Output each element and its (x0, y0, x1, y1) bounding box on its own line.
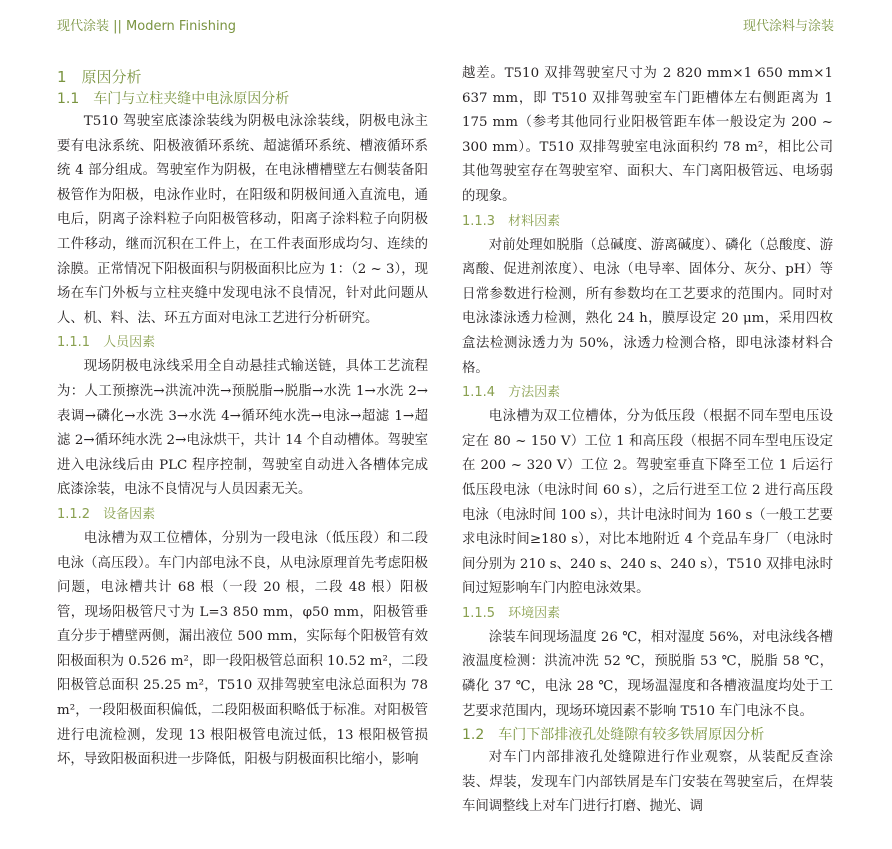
subsubsection-heading: 1.1.5 环境因素 (462, 605, 561, 621)
left-column (57, 62, 428, 773)
paragraph: 现场阴极电泳线采用全自动悬挂式输送链，具体工艺流程为：人工预擦洗→洪流冲洗→预脱脂→脱脂→水洗 1→水洗 2→表调→磷化→水洗 3→水洗 4→循环纯水洗→电泳→超滤 1→超滤 2→循环纯水洗 2→电泳烘干，共计 14 个自动槽体。驾驶室进入电泳线后由 PLC 程序控制，驾驶室自动进入各槽体完成底漆涂装，电泳不良情况与人员因素无关。 (57, 359, 428, 498)
right-column (462, 62, 833, 820)
subsubsection-heading: 1.1.2 设备因素 (57, 506, 156, 522)
paragraph: T510 驾驶室底漆涂装线为阴极电泳涂装线，阴极电泳主要有电泳系统、阳极液循环系统、超滤循环系统、槽液循环系统 4 部分组成。驾驶室作为阴极，在电泳槽槽壁左右侧装备阳极管作为阳极，电泳作业时，在阳级和阴极间通入直流电，通电后，阴离子涂料粒子向阳极管移动，阳离子涂料粒子向阴极工件移动，继而沉积在工件上，在工件表面形成均匀、连续的涂膜。正常情况下阳极面积与阴极面积比应为 1：（2 ~ 3），现场在车门外板与立柱夹缝中发现电泳不良情况，针对此问题从人、机、料、法、环五方面对电泳工艺进行分析研究。 (57, 114, 428, 326)
running-header-right: 现代涂料与涂装 (742, 19, 834, 34)
subsubsection-heading: 1.1.1 人员因素 (57, 335, 156, 351)
subsection-heading: 1.1 车门与立柱夹缝中电泳原因分析 (57, 91, 290, 107)
paragraph-continued: 越差。T510 双排驾驶室尺寸为 2 820 mm×1 650 mm×1 637 mm，即 T510 双排驾驶室车门距槽体左右侧距离为 1 175 mm（参考其他同行业阳极管距车体一般设定为 200 ~ 300 mm）。T510 双排驾驶室电泳面积约 78 m²，相比公司其他驾驶室存在驾驶室窄、面积大、车门离阳极管远、电场弱的现象。 (462, 66, 833, 204)
paragraph: 对前处理如脱脂（总碱度、游离碱度）、磷化（总酸度、游离酸、促进剂浓度）、电泳（电导率、固体分、灰分、pH）等日常参数进行检测，所有参数均在工艺要求的范围内。同时对电泳漆泳透力检测，熟化 24 h，膜厚设定 20 μm，采用四枚盒法检测泳透力为 50%，泳透力检测合格，即电泳漆材料合格。 (462, 237, 833, 376)
running-header-left: 现代涂装 || Modern Finishing (57, 19, 237, 34)
paragraph: 电泳槽为双工位槽体，分为低压段（根据不同车型电压设定在 80 ~ 150 V）工位 1 和高压段（根据不同车型电压设定在 200 ~ 320 V）工位 2。驾驶室垂直下降至工位 1 后运行低压段电泳（电泳时间 60 s），之后行进至工位 2 进行高压段电泳（电泳时间 100 s），共计电泳时间为 160 s（一般工艺要求电泳时间≥180 s），对比本地附近 4 个竞品车身厂（电泳时间分别为 210 s、240 s、240 s、240 s），T510 双排电泳时间过短影响车门内腔电泳效果。 (462, 409, 833, 597)
paragraph: 电泳槽为双工位槽体，分别为一段电泳（低压段）和二段电泳（高压段）。车门内部电泳不良，从电泳原理首先考虑阳极问题，电泳槽共计 68 根（一段 20 根，二段 48 根）阳极管，现场阳极管尺寸为 L=3 850 mm，φ50 mm，阳极管垂直分步于槽壁两侧，漏出液位 500 mm，实际每个阳极管有效阳极面积为 0.526 m²，即一段阳极管总面积 10.52 m²，二段阳极管总面积 25.25 m²，T510 双排驾驶室电泳总面积为 78 m²，一段阳极面积偏低，二段阳极面积略低于标准。对阳极管进行电流检测，发现 13 根阳极管电流过低，13 根阳极管损坏，导致阳极面积进一步降低，阳极与阴极面积比缩小，影响 (57, 530, 428, 768)
paragraph: 涂装车间现场温度 26 ℃，相对湿度 56%，对电泳线各槽液温度检测：洪流冲洗 52 ℃，预脱脂 53 ℃，脱脂 58 ℃，磷化 37 ℃，电泳 28 ℃，现场温湿度和各槽液温度均处于工艺要求范围内，现场环境因素不影响 T510 车门电泳不良。 (462, 629, 833, 719)
paragraph: 对车门内部排液孔处缝隙进行作业观察，从装配反查涂装、焊装，发现车门内部铁屑是车门安装在驾驶室后，在焊装车间调整线上对车门进行打磨、抛光、调 (462, 750, 833, 815)
subsubsection-heading: 1.1.3 材料因素 (462, 213, 561, 229)
subsubsection-heading: 1.1.4 方法因素 (462, 385, 561, 401)
section-heading: 1 原因分析 (57, 68, 142, 86)
subsection-heading: 1.2 车门下部排液孔处缝隙有较多铁屑原因分析 (462, 727, 765, 744)
